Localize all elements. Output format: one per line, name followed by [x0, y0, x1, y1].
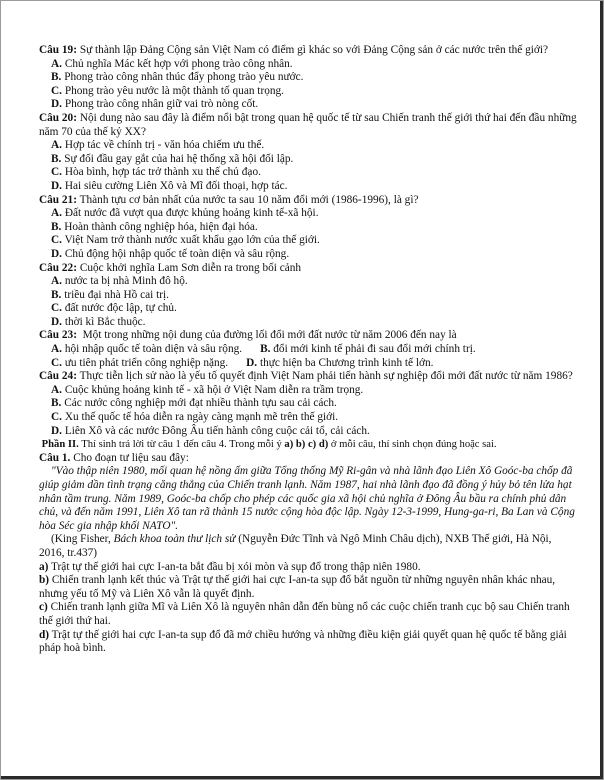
question-23-option-a: A. hội nhập quốc tế toàn diện và sâu rộng. [51, 343, 243, 356]
statement-b: b) Chiến tranh lạnh kết thúc và Trật tự thế giới hai cực I-an-ta sụp đổ bắt nguồn từ những nguyên nhân khác nhau, nhưng yếu tố Mỹ và Liên Xô vẫn là quyết định. [39, 574, 556, 600]
source-citation: (King Fisher, Bách khoa toàn thư lịch sử (Nguyễn Đức Tĩnh và Ngô Minh Châu dịch), NXB Thế giới, Hà Nội, 2016, tr.437) [39, 533, 552, 559]
question-21-option-c: C. Việt Nam trở thành nước xuất khẩu gạo lớn của thế giới. [51, 234, 320, 247]
page-edge-right [600, 1, 603, 779]
question-24-option-b: B. Các nước công nghiệp mới đạt nhiều thành tựu sau cải cách. [51, 397, 337, 410]
question-23-option-c: C. ưu tiên phát triển công nghiệp nặng. [51, 356, 229, 369]
statement-a: a) Trật tự thế giới hai cực I-an-ta bắt đầu bị xói mòn và sụp đổ trong thập niên 1980. [39, 560, 421, 573]
question-20-option-a: A. Hợp tác về chính trị - văn hóa chiếm ưu thế. [51, 139, 265, 152]
question-19: Câu 19: Sự thành lập Đảng Cộng sản Việt Nam có điểm gì khác so với Đảng Cộng sản ở các nước trên thế giới? [39, 44, 549, 56]
question-20-option-d: D. Hai siêu cường Liên Xô và Mĩ đối thoại, hợp tác. [51, 179, 288, 192]
question-24-option-c: C. Xu thế quốc tế hóa diễn ra ngày càng mạnh mẽ trên thế giới. [51, 411, 339, 424]
question-19-option-b: B. Phong trào công nhân thúc đẩy phong trào yêu nước. [51, 71, 304, 84]
question-22-option-c: C. đất nước độc lập, tự chủ. [51, 302, 177, 315]
question-22-option-b: B. triều đại nhà Hồ cai trị. [51, 288, 169, 301]
statement-c: c) Chiến tranh lạnh giữa Mĩ và Liên Xô là nguyên nhân dẫn đến bùng nổ các cuộc chiến tranh cục bộ sau Chiến tranh thế giới thứ hai. [39, 601, 570, 627]
statement-d: d) Trật tự thế giới hai cực I-an-ta sụp đổ đã mở chiều hướng và những điều kiện giải quyết quan hệ quốc tế bằng giải pháp hoà bình. [39, 628, 567, 655]
question-24: Câu 24: Thực tiễn lịch sử nào là yếu tố quyết định Việt Nam phải tiến hành sự nghiệp đổi mới đất nước từ năm 1986? [39, 370, 573, 383]
question-19-option-a: A. Chủ nghĩa Mác kết hợp với phong trào công nhân. [51, 57, 293, 70]
question-19-option-d: D. Phong trào công nhân giữ vai trò nòng cốt. [51, 98, 259, 111]
question-22-option-d: D. thời kì Bắc thuộc. [51, 315, 146, 328]
question-21: Câu 21: Thành tựu cơ bản nhất của nước ta sau 10 năm đổi mới (1986-1996), là gì? [39, 193, 419, 206]
question-21-option-a: A. Đất nước đã vượt qua được khủng hoảng kinh tế-xã hội. [51, 207, 319, 220]
question-24-option-a: A. Cuộc khủng hoảng kinh tế - xã hội ở Việt Nam diễn ra trầm trọng. [51, 383, 364, 396]
question-20: Câu 20: Nội dung nào sau đây là điểm nổi bật trong quan hệ quốc tế từ sau Chiến tranh thế giới thứ hai đến đầu những năm 70 của thế kỷ XX? [39, 111, 577, 138]
question-21-option-d: D. Chủ động hội nhập quốc tế toàn diện và sâu rộng. [51, 247, 290, 260]
question-24-option-d: D. Liên Xô và các nước Đông Âu tiến hành công cuộc cải tổ, cải cách. [51, 424, 370, 437]
question-23: Câu 23: Một trong những nội dung của đường lối đổi mới đất nước từ năm 2006 đến nay là [39, 329, 457, 342]
question-23-option-d: D. thực hiện ba Chương trình kinh tế lớn. [246, 356, 434, 369]
part-2-instructions: Phần II. Thí sinh trả lời từ câu 1 đến câu 4. Trong mỗi ý a) b) c) d) ở mỗi câu, thí sinh chọn đúng hoặc sai. [41, 439, 497, 451]
question-23-option-b: B. đổi mới kinh tế phải đi sau đổi mới chính trị. [260, 343, 476, 356]
question-19-option-c: C. Phong trào yêu nước là một thành tố quan trọng. [51, 84, 284, 97]
question-22-option-a: A. nước ta bị nhà Minh đô hộ. [51, 275, 188, 288]
question-22: Câu 22: Cuộc khởi nghĩa Lam Sơn diễn ra trong bối cảnh [39, 261, 302, 274]
question-1: Câu 1. Cho đoạn tư liệu sau đây: [39, 451, 189, 464]
question-21-option-b: B. Hoàn thành công nghiệp hóa, hiện đại hóa. [51, 220, 258, 233]
question-20-option-c: C. Hòa bình, hợp tác trở thành xu thế chủ đạo. [51, 166, 261, 179]
question-23-row-1 [51, 343, 579, 357]
question-20-option-b: B. Sự đối đầu gay gắt của hai hệ thống xã hội đối lập. [51, 152, 294, 165]
source-quote: "Vào thập niên 1980, mối quan hệ nồng ấm giữa Tổng thống Mỹ Ri-gân và nhà lãnh đạo Liên Xô Goóc-ba chốp đã giúp giảm dần tình trạng căng thẳng của Chiến tranh lạnh. Năm 1987, hai nhà lãnh đạo đã đồng ý hủy bỏ tên lửa hạt nhân tầm trung. Năm 1989, Goóc-ba chốp cho phép các quốc gia xã hội chủ nghĩa ở Đông Âu bầu ra chính phủ dân chủ, và đến năm 1991, Liên Xô tan rã thành 15 nước cộng hòa độc lập. Ngày 12-3-1999, Hung-ga-ri, Ba Lan và Cộng hòa Séc gia nhập khối NATO". [39, 465, 575, 532]
question-23-row-2 [51, 357, 579, 371]
exam-content [39, 44, 579, 656]
page-edge-bottom [1, 776, 603, 779]
